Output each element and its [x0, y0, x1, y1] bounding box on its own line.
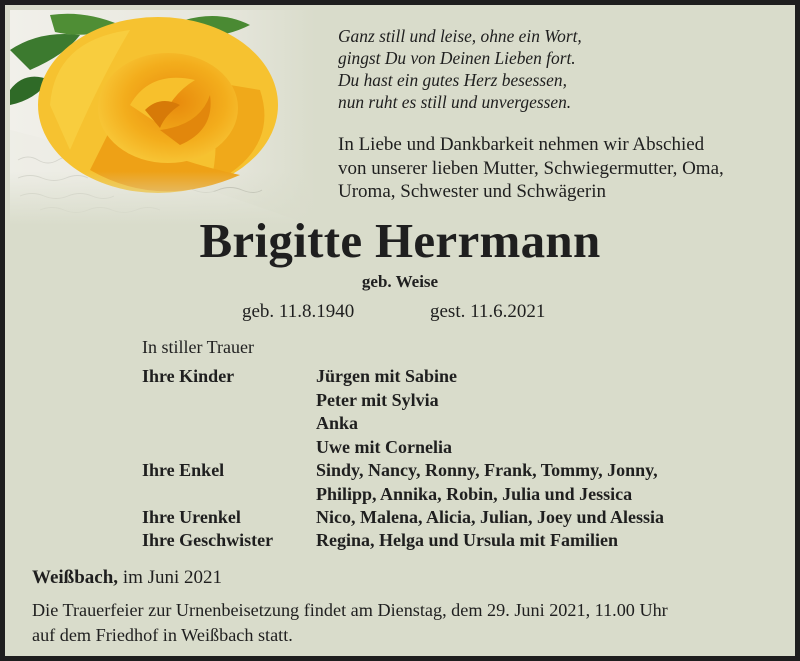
poem-line: Du hast ein gutes Herz besessen, — [338, 70, 567, 90]
place-and-date — [32, 566, 222, 590]
birth-date: geb. 11.8.1940 — [242, 301, 355, 322]
poem-line: Ganz still und leise, ohne ein Wort, — [338, 26, 582, 46]
list-item: Philipp, Annika, Robin, Julia und Jessica — [316, 483, 633, 504]
poem-line: nun ruht es still und unvergessen. — [338, 92, 572, 112]
grandchildren-list — [316, 459, 658, 506]
mourning-line: In stiller Trauer — [142, 337, 254, 357]
siblings-list: Regina, Helga und Ursula mit Familien — [316, 530, 619, 550]
farewell-line: von unserer lieben Mutter, Schwiegermutter, Oma, — [338, 157, 724, 179]
grandchildren-label: Ihre Enkel — [142, 460, 225, 480]
place-town: Weißbach, — [32, 567, 119, 588]
funeral-notice — [32, 598, 668, 647]
list-item: Peter mit Sylvia — [316, 389, 439, 410]
notice-line: auf dem Friedhof in Weißbach statt. — [32, 624, 293, 645]
farewell-line: Uroma, Schwester und Schwägerin — [338, 181, 607, 202]
great-grandchildren-list: Nico, Malena, Alicia, Julian, Joey und Alessia — [316, 507, 665, 527]
list-item: Jürgen mit Sabine — [316, 366, 458, 386]
death-date: gest. 11.6.2021 — [430, 301, 546, 322]
maiden-name: geb. Weise — [361, 272, 439, 291]
farewell-text — [338, 133, 724, 204]
children-label: Ihre Kinder — [142, 366, 235, 386]
list-item: Anka — [316, 413, 359, 433]
siblings-label: Ihre Geschwister — [142, 530, 274, 550]
list-item: Sindy, Nancy, Ronny, Frank, Tommy, Jonny, — [316, 460, 658, 480]
poem — [338, 25, 582, 113]
children-list — [316, 365, 457, 459]
place-date: im Juni 2021 — [122, 567, 223, 588]
poem-line: gingst Du von Deinen Lieben fort. — [338, 48, 576, 68]
notice-line: Die Trauerfeier zur Urnenbeisetzung findet am Dienstag, dem 29. Juni 2021, 11.00 Uhr — [32, 600, 668, 620]
farewell-line: In Liebe und Dankbarkeit nehmen wir Abschied — [338, 134, 705, 155]
list-item: Uwe mit Cornelia — [316, 436, 452, 457]
yellow-rose-image — [10, 10, 315, 225]
deceased-name: Brigitte Herrmann — [199, 213, 601, 268]
great-grandchildren-label: Ihre Urenkel — [142, 507, 241, 527]
